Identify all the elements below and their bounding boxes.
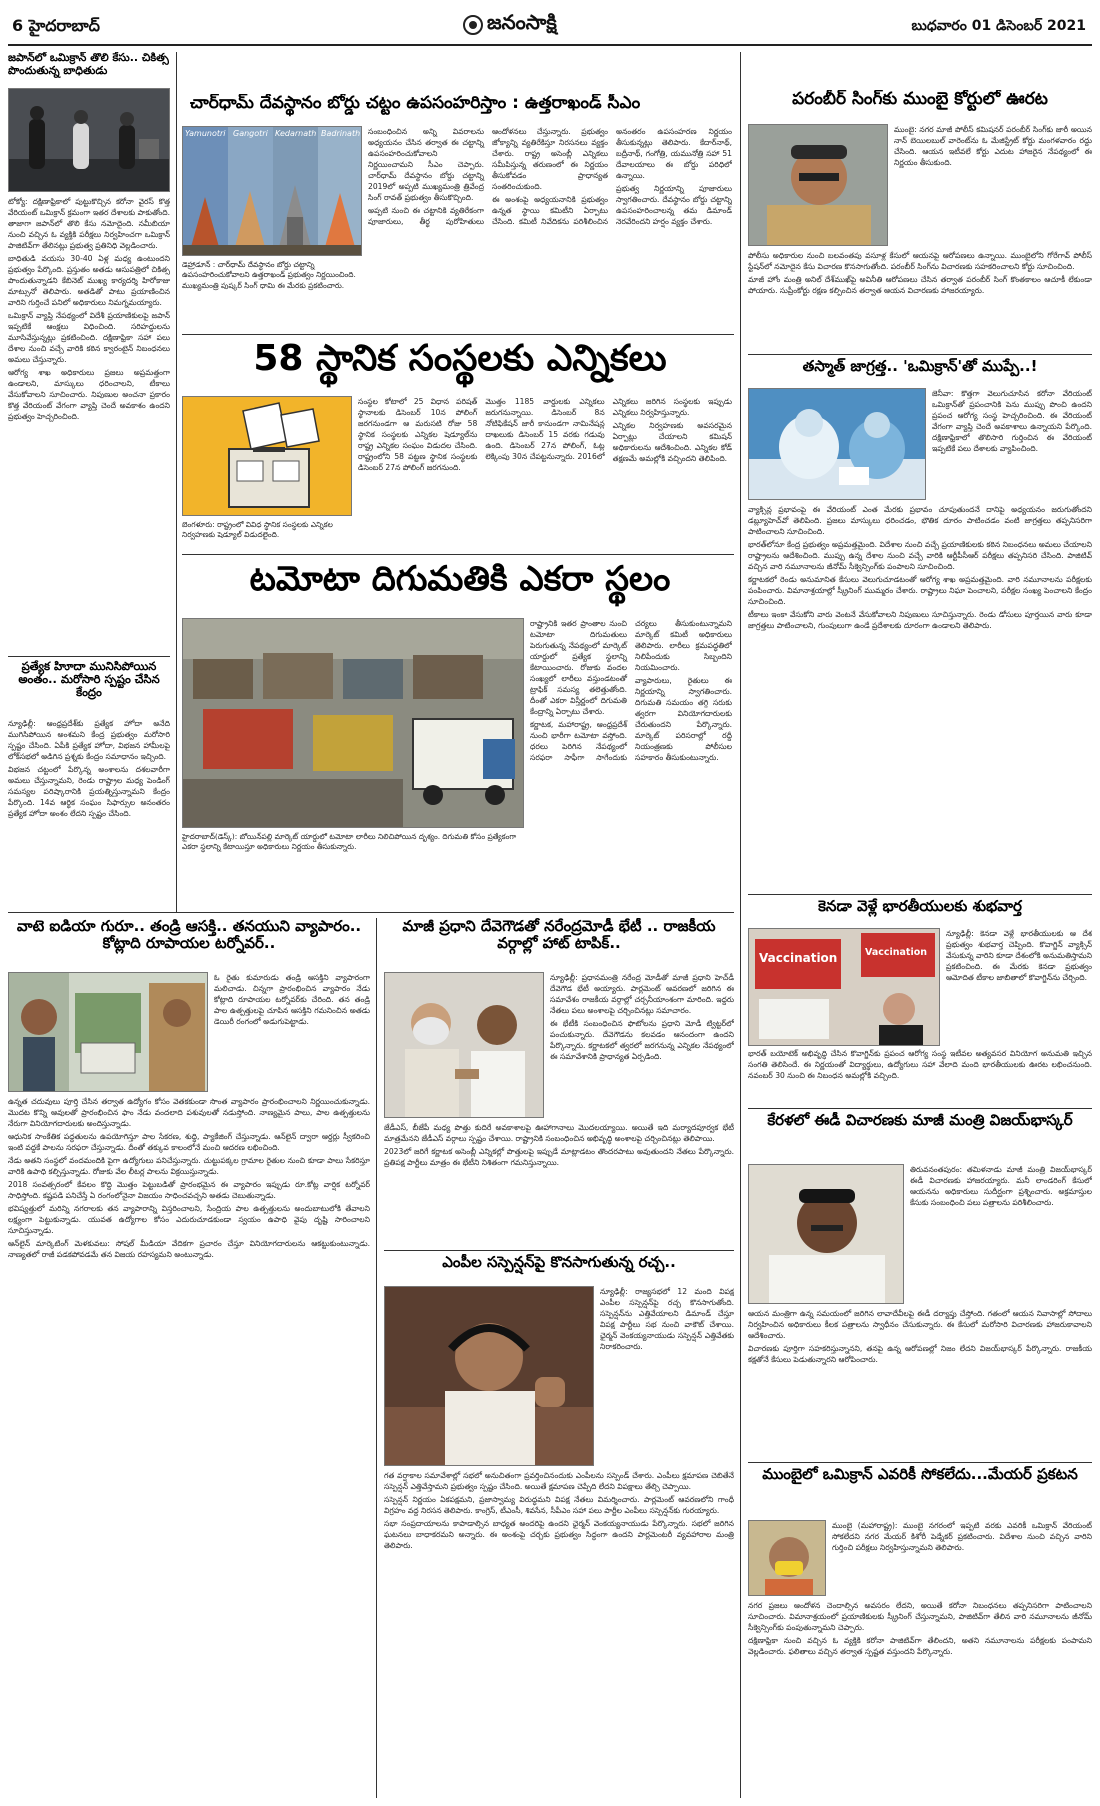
paragraph: అప్పటి నుంచి ఈ చట్టానికి వ్యతిరేకంగా పూజారులు, తీర్థ పురోహితులు ఆందోళనలు చేస్తున్నారు. ప్రభుత్వం జోక్యాన్ని వ్యతిరేకిస్తూ నిరసనలు వ్యక్తం చేశారు. రాష్ట్ర అసెంబ్లీ ఎన్నికలు సమీపిస్తున్న తరుణంలో ఈ నిర్ణయం తీసుకోవడం ప్రాధాన్యత సంతరించుకుంది.: [368, 127, 608, 226]
divider: [748, 1108, 1092, 1109]
canada-headline-box: [748, 898, 1092, 924]
mumbai-omicron-headline-box: [748, 1466, 1092, 1514]
special-status-body: [8, 718, 170, 906]
special-status-headline-box: [8, 660, 170, 714]
paragraph: ఆరోగ్య శాఖ అధికారులు ప్రజలు అప్రమత్తంగా ఉండాలని, మాస్కులు ధరించాలని, టీకాలు వేసుకోవాలని సూచించారు. నిపుణుల అంచనా ప్రకారం కొత్త వేరియంట్ వేగంగా వ్యాప్తి చెందే అవకాశం ఉందని ప్రభుత్వం హెచ్చరించింది.: [8, 368, 170, 421]
paragraph: టీకాలు ఇంకా వేసుకోని వారు వెంటనే వేసుకోవాలని నిపుణులు సూచిస్తున్నారు. రెండు డోసులు పూర్తయిన వారు కూడా జాగ్రత్తలు పాటించాలని, గుంపులుగా ఉండే ప్రదేశాలకు దూరంగా ఉండాలని తెలిపారు.: [748, 610, 1092, 630]
mumbai-omicron-body: [748, 1600, 1092, 1798]
page-label: 6 హైదరాబాద్: [12, 16, 100, 35]
divider: [8, 912, 734, 913]
masthead: [8, 6, 1092, 46]
paragraph: 2023లో జరిగే కర్ణాటక అసెంబ్లీ ఎన్నికల్లో పొత్తులపై ఇప్పుడే మాట్లాడటం తొందరపాటు అవుతుందని నేతలు పేర్కొన్నారు. ప్రతిపక్ష పార్టీలు మాత్రం ఈ భేటీని నిశితంగా గమనిస్తున్నాయి.: [384, 1147, 734, 1167]
elections-caption: బెంగళూరు: రాష్ట్రంలో వివిధ స్థానిక సంస్థలకు ఎన్నికల నిర్వహణకు షెడ్యూల్ విడుదలైంది.: [182, 520, 333, 540]
paragraph: ఆన్‌లైన్ మార్కెటింగ్ మెళకువలు: సోషల్ మీడియా వేదికగా ప్రచారం చేస్తూ వినియోగదారులను ఆకట్టుకుంటున్నాడు. నాణ్యతలో రాజీ పడకపోవడమే తన విజయ రహస్యమని అంటున్నాడు.: [8, 1239, 370, 1259]
param-headline-box: [748, 90, 1092, 116]
param-body-top: [894, 124, 1092, 246]
divider: [8, 656, 170, 657]
paragraph: న్యూఢిల్లీ: రాజ్యసభలో 12 మంది విపక్ష ఎంపీల సస్పెన్షన్‌పై రచ్చ కొనసాగుతోంది. సస్పెన్షన్‌ను ఎత్తివేయాలని డిమాండ్ చేస్తూ విపక్ష పార్టీలు సభ నుంచి వాకౌట్ చేశాయి. ఛైర్మన్ వెంకయ్యనాయుడు సస్పెన్షన్ ఎత్తివేతకు నిరాకరించారు.: [600, 1287, 734, 1351]
paragraph: భవిష్యత్తులో మరిన్ని నగరాలకు తన వ్యాపారాన్ని విస్తరించాలని, సేంద్రియ పాల ఉత్పత్తులను అందుబాటులోకి తేవాలని లక్ష్యంగా పెట్టుకున్నాడు. యువత ఉద్యోగాల కోసం ఎదురుచూడకుండా స్వయం ఉపాధి వైపు దృష్టి సారించాలని సూచిస్తున్నాడు.: [8, 1204, 370, 1235]
column-rule: [176, 52, 177, 912]
photo-label: Kedarnath: [275, 129, 317, 138]
ed-body: [748, 1308, 1092, 1380]
elections-headline-box: [190, 338, 730, 392]
paragraph: కర్ణాటక, మహారాష్ట్ర, ఆంధ్రప్రదేశ్ నుంచి భారీగా టమోటా వస్తోంది. ధరలు పెరిగిన నేపథ్యంలో సరఫరా సాఫీగా సాగేందుకు చర్యలు తీసుకుంటున్నామని మార్కెట్ కమిటీ అధికారులు తెలిపారు. లారీలు క్రమపద్ధతిలో నిలిపేందుకు సిబ్బందిని నియమించారు.: [530, 619, 732, 762]
param-headline: పరంబీర్ సింగ్‌కు ముంబై కోర్టులో ఊరట: [792, 90, 1048, 109]
omicron-alert-headline: తస్మాత్ జాగ్రత్త.. 'ఒమిక్రాన్'తో ముప్పే..!: [802, 358, 1038, 375]
japan-body: [8, 196, 170, 652]
ballot-photo: [182, 396, 352, 516]
japan-headline: జపాన్‌లో ఒమిక్రాన్ తొలి కేసు.. చికిత్స పొందుతున్న బాధితుడు: [8, 52, 169, 77]
paragraph: ఓ రైతు కుమారుడు తండ్రి ఆసక్తిని వ్యాపారంగా మలిచాడు. చిన్నగా ప్రారంభించిన వ్యాపారం నేడు కోట్లాది రూపాయల టర్నోవర్‌కు చేరింది. తన తండ్రి పాల ఉత్పత్తులపై చూపిన ఆసక్తిని గమనించిన అతడు డెయిరీ రంగంలో అడుగుపెట్టాడు.: [214, 973, 370, 1026]
edition-date: బుధవారం 01 డిసెంబర్ 2021: [911, 18, 1086, 34]
paragraph: గత వర్షాకాల సమావేశాల్లో సభలో అనుచితంగా ప్రవర్తించినందుకు ఎంపీలను సస్పెండ్ చేశారు. ఎంపీలు క్షమాపణ చెబితేనే సస్పెన్షన్ ఎత్తివేస్తామని ప్రభుత్వం స్పష్టం చేసింది. అయితే క్షమాపణ చెప్పేది లేదని విపక్షాలు తేల్చి చెప్పాయి.: [384, 1471, 734, 1491]
column-rule: [740, 52, 741, 1798]
paragraph: ఆధునిక సాంకేతిక పద్ధతులను ఉపయోగిస్తూ పాల సేకరణ, శుద్ధి, ప్యాకేజింగ్ చేస్తున్నాడు. ఆన్‌లైన్ ద్వారా ఆర్డర్లు స్వీకరించి ఇంటి వద్దకే పాలను సరఫరా చేస్తున్నాడు. దీంతో తక్కువ కాలంలోనే మంచి ఆదరణ లభించింది.: [8, 1132, 370, 1152]
canada-body: [748, 1048, 1092, 1102]
paragraph: ముంబై (మహారాష్ట్ర): ముంబై నగరంలో ఇప్పటి వరకు ఎవరికీ ఒమిక్రాన్ వేరియంట్ సోకలేదని నగర మేయర్ కిశోరీ పెడ్నేకర్ ప్రకటించారు. విదేశాల నుంచి వచ్చిన వారిని గుర్తించి పరీక్షలు నిర్వహిస్తున్నామని తెలిపారు.: [832, 1521, 1092, 1552]
modi-headline: మాజీ ప్రధాని దేవెగౌడతో నరేంద్రమోడీ భేటీ .. రాజకీయ వర్గాల్లో హాట్ టాపిక్..: [402, 918, 716, 953]
omicron-alert-body: [748, 504, 1092, 816]
modi-devegowda-photo: [384, 972, 544, 1118]
dairy-body-top: [214, 972, 370, 1092]
elections-headline: 58 స్థానిక సంస్థలకు ఎన్నికలు: [253, 338, 667, 379]
paragraph: ఈ అంశంపై అధ్యయనానికి ప్రభుత్వం ఉన్నత స్థాయి కమిటీని ఏర్పాటు చేసింది. కమిటీ నివేదికను పరిశీలించిన అనంతరం ఉపసంహరణ నిర్ణయం తీసుకున్నట్లు తెలిపారు. కేదార్‌నాథ్, బద్రీనాథ్, గంగోత్రి, యమునోత్రి సహా 51 దేవాలయాలు ఈ బోర్డు పరిధిలో ఉన్నాయి.: [492, 127, 732, 226]
paragraph: సంబంధించిన అన్ని వివరాలను అధ్యయనం చేసిన తర్వాత ఈ చట్టాన్ని ఉపసంహరించుకోవాలని నిర్ణయించామని సీఎం చెప్పారు. చార్‌ధామ్ దేవస్థానం బోర్డు చట్టాన్ని 2019లో అప్పటి ముఖ్యమంత్రి త్రివేంద్ర సింగ్ రావత్ ప్రభుత్వం తీసుకొచ్చింది.: [368, 127, 484, 202]
paragraph: నగర ప్రజలు ఆందోళన చెందాల్సిన అవసరం లేదని, అయితే కరోనా నిబంధనలు తప్పనిసరిగా పాటించాలని సూచించారు. విమానాశ్రయంలో ప్రయాణికులకు స్క్రీనింగ్ చేస్తున్నామని, పాజిటివ్‌గా తేలిన వారి నమూనాలను జీనోమ్ సీక్వెన్సింగ్‌కు పంపుతున్నామని చెప్పారు.: [748, 1601, 1092, 1632]
mumbai-omicron-body-top: [832, 1520, 1092, 1596]
omicron-alert-body-top: [932, 388, 1092, 500]
paragraph: మాజీ హోం మంత్రి అనిల్ దేశ్‌ముఖ్‌పై అవినీతి ఆరోపణలు చేసిన తర్వాత పరంబీర్ సింగ్ కొంతకాలం ఆచూకీ లేకుండా పోయారు. సుప్రీంకోర్టు రక్షణ కల్పించిన తర్వాత ఆయన విచారణకు హాజరయ్యారు.: [748, 275, 1092, 295]
dairy-headline-box: [8, 918, 370, 968]
column-rule: [376, 918, 377, 1798]
paragraph: తిరువనంతపురం: తమిళనాడు మాజీ మంత్రి విజయ్‌భాస్కర్ ఈడీ విచారణకు హాజరయ్యారు. మనీ లాండరింగ్ కేసులో ఆయనను అధికారులు సుదీర్ఘంగా ప్రశ్నించారు. అక్రమాస్తుల కేసుకు సంబంధించి పలు పత్రాలను పరిశీలించారు.: [910, 1165, 1092, 1207]
canada-headline: కెనడా వెళ్లే భారతీయులకు శుభవార్త: [818, 898, 1022, 915]
mps-body: [384, 1470, 734, 1798]
paragraph: భారత్ బయోటెక్ అభివృద్ధి చేసిన కొవాగ్జిన్‌కు ప్రపంచ ఆరోగ్య సంస్థ ఇటీవల అత్యవసర వినియోగ అనుమతి ఇచ్చిన సంగతి తెలిసిందే. ఈ నిర్ణయంతో విద్యార్థులు, ఉద్యోగులు సహా వేలాది మంది భారతీయులకు ఊరట లభించనుంది. నవంబర్ 30 నుంచి ఈ నిబంధన అమల్లోకి వచ్చింది.: [748, 1049, 1092, 1080]
divider: [748, 354, 1092, 355]
chardham-caption: డెహ్రాడూన్ : చార్‌ధామ్ దేవస్థానం బోర్డు చట్టాన్ని ఉపసంహరించుకోవాలని ఉత్తరాఖండ్ ప్రభుత్వం నిర్ణయించింది. ముఖ్యమంత్రి పుష్కర్ సింగ్ ధామి ఈ మేరకు ప్రకటించారు.: [182, 260, 356, 290]
mumbai-omicron-headline: ముంబైలో ఒమిక్రాన్ ఎవరికీ సోకలేదు...మేయర్ ప్రకటన: [762, 1466, 1078, 1483]
minister-photo: [748, 1164, 904, 1304]
mps-headline-box: [384, 1254, 734, 1282]
lab-photo: [748, 388, 926, 500]
paragraph: వ్యాపారులు, రైతులు ఈ నిర్ణయాన్ని స్వాగతించారు. దిగుమతి సమయం తగ్గి సరుకు త్వరగా వినియోగదారులకు చేరుతుందని పేర్కొన్నారు. మార్కెట్ పరిసరాల్లో రద్దీ నియంత్రణకు పోలీసుల సహకారం తీసుకుంటున్నారు.: [635, 676, 732, 762]
divider: [748, 1462, 1092, 1463]
paragraph: ఎన్నికల నిర్వహణకు అవసరమైన ఏర్పాట్లు చేయాలని కమిషన్ అధికారులను ఆదేశించింది. ఎన్నికల కోడ్ తక్షణమే అమల్లోకి వచ్చిందని తెలిపింది.: [612, 421, 732, 463]
canada-body-top: [946, 928, 1092, 1046]
paragraph: 2018 సంవత్సరంలో కేవలం కొద్ది మొత్తం పెట్టుబడితో ప్రారంభమైన ఈ వ్యాపారం ఇప్పుడు రూ.కోట్ల వార్షిక టర్నోవర్ సాధిస్తోంది. కష్టపడి పనిచేస్తే ఏ రంగంలోనైనా విజయం సాధించవచ్చని అతడు చెబుతున్నాడు.: [8, 1180, 370, 1200]
paragraph: టోక్యో: దక్షిణాఫ్రికాలో పుట్టుకొచ్చిన కరోనా వైరస్‌ కొత్త వేరియంట్‌ ఒమిక్రాన్ క్రమంగా ఇతర దేశాలకు పాకుతోంది. తాజాగా జపాన్‌లో తొలి కేసు నమోదైంది. నమీబియా నుంచి వచ్చిన ఓ వ్యక్తికి పరీక్షలు నిర్వహించగా ఒమిక్రాన్ పాజిటివ్‌గా తేలినట్లు ప్రభుత్వ ప్రతినిధి వెల్లడించారు.: [8, 197, 170, 250]
special-status-headline: ప్రత్యేక హిూదా మునిసిపోయిన అంతం.. మరోసారి స్పష్టం చేసిన కేంద్రం: [18, 660, 160, 700]
paragraph: ఈ భేటీకి సంబంధించిన ఫొటోలను ప్రధాని మోడీ ట్విట్టర్‌లో పంచుకున్నారు. దేవెగౌడను కలవడం ఆనందంగా ఉందని పేర్కొన్నారు. కర్ణాటకలో త్వరలో జరగనున్న ఎన్నికల నేపథ్యంలో ఈ సమావేశానికి ప్రాధాన్యత ఏర్పడింది.: [550, 1019, 734, 1061]
paragraph: పోలీసు అధికారుల నుంచి బలవంతపు వసూళ్ల కేసులో ఆయనపై ఆరోపణలు ఉన్నాయి. ముంబైలోని గోరేగావ్ పోలీస్ స్టేషన్‌లో నమోదైన కేసు విచారణ కొనసాగుతోంది. పరంబీర్ సింగ్‌ను విచారణకు సహకరించాలని కోర్టు సూచించింది.: [748, 251, 1092, 271]
tomato-caption: హైదరాబాద్(డెస్క్): బోయిన్‌పల్లి మార్కెట్ యార్డులో టమోటా లారీలు నిలిచిపోయిన దృశ్యం. దిగుమతి కోసం ప్రత్యేకంగా ఎకరా స్థలాన్ని కేటాయిస్తూ అధికారులు నిర్ణయం తీసుకున్నారు.: [182, 832, 517, 852]
venkaiah-photo: [384, 1286, 594, 1466]
tomato-trucks-photo: [182, 618, 524, 828]
paragraph: ఆయన మంత్రిగా ఉన్న సమయంలో జరిగిన లావాదేవీలపై ఈడీ దర్యాప్తు చేస్తోంది. గతంలో ఆయన నివాసాల్లో సోదాలు నిర్వహించిన అధికారులు కీలక పత్రాలను స్వాధీనం చేసుకున్నారు. ఈ కేసులో మరోసారి విచారణకు హాజరుకావాలని ఆదేశించారు.: [748, 1309, 1092, 1340]
chardham-photo: [182, 126, 362, 256]
elections-body: [358, 396, 732, 550]
logo-icon: [463, 15, 483, 35]
paragraph: సస్పెన్షన్ నిర్ణయం ఏకపక్షమని, ప్రజాస్వామ్య విరుద్ధమని విపక్ష నేతలు విమర్శించారు. పార్లమెంట్ ఆవరణలోని గాంధీ విగ్రహం వద్ద నిరసన తెలిపారు. కాంగ్రెస్, టీఎంసీ, శివసేన, సీపీఎం సహా పలు పార్టీల ఎంపీలు సస్పెన్షన్‌కు గురయ్యారు.: [384, 1495, 734, 1515]
paragraph: విచారణకు పూర్తిగా సహకరిస్తున్నానని, తనపై ఉన్న ఆరోపణల్లో నిజం లేదని విజయ్‌భాస్కర్ పేర్కొన్నారు. రాజకీయ కక్షతోనే కేసులు పెడుతున్నారని ఆరోపించారు.: [748, 1344, 1092, 1364]
paragraph: ఒమిక్రాన్ వ్యాప్తి నేపథ్యంలో విదేశీ ప్రయాణికులపై జపాన్ ఇప్పటికే ఆంక్షలు విధించింది. సరిహద్దులను మూసివేస్తున్నట్లు ప్రకటించింది. దక్షిణాఫ్రికా సహా పలు దేశాల నుంచి వచ్చే వారికి కఠిన క్వారంటైన్ నిబంధనలు అమలు చేస్తున్నారు.: [8, 311, 170, 364]
paragraph: ఉన్నత చదువులు పూర్తి చేసిన తర్వాత ఉద్యోగం కోసం వెతకకుండా సొంత వ్యాపారం ప్రారంభించాలని నిర్ణయించుకున్నాడు. మొదట కొన్ని ఆవులతో ప్రారంభించిన ఫాం నేడు వందలాది పశువులతో నడుస్తోంది. నాణ్యమైన పాలు, పాల ఉత్పత్తులను నేరుగా వినియోగదారులకు అందిస్తున్నాడు.: [8, 1097, 370, 1128]
paragraph: దక్షిణాఫ్రికా నుంచి వచ్చిన ఓ వ్యక్తికి కరోనా పాజిటివ్‌గా తేలిందని, అతని నమూనాలను పరీక్షలకు పంపామని వెల్లడించారు. ఫలితాలు వచ్చిన తర్వాత స్పష్టత వస్తుందని పేర్కొన్నారు.: [748, 1636, 1092, 1656]
omicron-alert-headline-box: [748, 358, 1092, 384]
photo-label: Badrinath: [321, 129, 361, 138]
divider: [182, 554, 734, 555]
paragraph: ప్రభుత్వ నిర్ణయాన్ని పూజారులు స్వాగతించారు. దేవస్థానం బోర్డు చట్టాన్ని ఉపసంహరించాలన్న తమ డిమాండ్ నెరవేరిందని హర్షం వ్యక్తం చేశారు.: [616, 184, 732, 226]
paragraph: నేడు అతని సంస్థలో వందమందికి పైగా ఉద్యోగులు పనిచేస్తున్నారు. చుట్టుపక్కల గ్రామాల రైతుల నుంచి కూడా పాలు సేకరిస్తూ వారికి ఉపాధి కల్పిస్తున్నాడు. రోజుకు వేల లీటర్ల పాలను విక్రయిస్తున్నాడు.: [8, 1156, 370, 1176]
mps-headline: ఎంపీల సస్పెన్షన్‌పై కొనసాగుతున్న రచ్చ..: [442, 1254, 676, 1271]
param-photo: [748, 124, 888, 246]
mayor-photo: [748, 1520, 826, 1596]
param-body: [748, 250, 1092, 350]
modi-headline-box: [384, 918, 734, 968]
tomato-body: [530, 618, 732, 906]
photo-label: Vaccination: [865, 947, 928, 958]
paragraph: మొత్తం 1185 వార్డులకు ఎన్నికలు జరుగనున్నాయి. డిసెంబర్ 8న నోటిఫికేషన్ జారీ కానుండగా నామినేషన్ల దాఖలుకు డిసెంబర్ 15 వరకు గడువు ఉంది. డిసెంబర్ 27న పోలింగ్, ఓట్ల లెక్కింపు 30న చేపట్టనున్నారు. 2016లో ఎన్నికలు జరిగిన సంస్థలకు ఇప్పుడు ఎన్నికలు నిర్వహిస్తున్నారు.: [485, 397, 732, 461]
ed-headline-box: [748, 1112, 1092, 1160]
paragraph: భారత్‌లోనూ కేంద్ర ప్రభుత్వం అప్రమత్తమైంది. విదేశాల నుంచి వచ్చే ప్రయాణికులకు కఠిన నిబంధనలు అమలు చేయాలని రాష్ట్రాలను ఆదేశించింది. ముప్పు ఉన్న దేశాల నుంచి వచ్చే వారికి ఆర్టీపీసీఆర్ పరీక్షలు తప్పనిసరి చేసింది. పాజిటివ్ వచ్చిన వారి నమూనాలను జీనోమ్ సీక్వెన్సింగ్‌కు పంపాలని సూచించింది.: [748, 540, 1092, 571]
photo-label: Yamunotri: [185, 129, 226, 138]
paragraph: జెనీవా: కొత్తగా వెలుగుచూసిన కరోనా వేరియంట్ ఒమిక్రాన్‌తో ప్రపంచానికి పెను ముప్పు పొంచి ఉందని ప్రపంచ ఆరోగ్య సంస్థ హెచ్చరించింది. ఈ వేరియంట్ వేగంగా వ్యాప్తి చెందే అవకాశాలు ఉన్నాయని పేర్కొంది. దక్షిణాఫ్రికాలో తొలిసారి గుర్తించిన ఈ వేరియంట్ ఇప్పటికే పలు దేశాలకు వ్యాపించింది.: [932, 389, 1092, 453]
paragraph: న్యూఢిల్లీ: కెనడా వెళ్లే భారతీయులకు ఆ దేశ ప్రభుత్వం శుభవార్త చెప్పింది. కొవాగ్జిన్ వ్యాక్సిన్ వేసుకున్న వారిని కూడా దేశంలోకి అనుమతిస్తామని ప్రకటించింది. ఈ మేరకు కెనడా ప్రభుత్వం ఆమోదిత టీకాల జాబితాలో కొవాగ్జిన్‌ను చేర్చింది.: [946, 929, 1092, 982]
divider: [384, 1250, 734, 1251]
mps-body-top: [600, 1286, 734, 1466]
paragraph: న్యూఢిల్లీ: ప్రధానమంత్రి నరేంద్ర మోడీతో మాజీ ప్రధాని హెచ్‌డీ దేవెగౌడ భేటీ అయ్యారు. పార్లమెంట్ ఆవరణలో జరిగిన ఈ సమావేశం రాజకీయ వర్గాల్లో చర్చనీయాంశంగా మారింది. ఇద్దరు నేతలు పలు అంశాలపై చర్చించినట్లు సమాచారం.: [550, 973, 734, 1015]
paragraph: బాధితుడి వయసు 30-40 ఏళ్ల మధ్య ఉంటుందని ప్రభుత్వం పేర్కొంది. ప్రస్తుతం అతడు ఆసుపత్రిలో చికిత్స పొందుతున్నాడని కేబినెట్ ముఖ్య కార్యదర్శి హిరోకాజు మాట్సునో తెలిపారు. అతడితో పాటు ప్రయాణించిన వారిని గుర్తించే పనిలో అధికారులు నిమగ్నమయ్యారు.: [8, 254, 170, 307]
paragraph: సభా సంప్రదాయాలను కాపాడాల్సిన బాధ్యత అందరిపై ఉందని ఛైర్మన్ వెంకయ్యనాయుడు పేర్కొన్నారు. సభలో జరిగిన ఘటనలు బాధాకరమని అన్నారు. ఈ అంశంపై చర్చకు ప్రభుత్వం సిద్ధంగా ఉందని పార్లమెంటరీ వ్యవహారాల మంత్రి తెలిపారు.: [384, 1519, 734, 1550]
vaccination-photo: [748, 928, 940, 1046]
japan-headline-box: [8, 52, 170, 86]
modi-body-top: [550, 972, 734, 1118]
photo-label: Vaccination: [759, 951, 838, 965]
ed-body-top: [910, 1164, 1092, 1304]
paragraph: రాష్ట్రానికి ఇతర ప్రాంతాల నుంచి టమోటా దిగుమతులు పెరుగుతున్న నేపథ్యంలో మార్కెట్ యార్డులో ప్రత్యేక స్థలాన్ని కేటాయించారు. రోజుకు వందల సంఖ్యలో లారీలు వస్తుండటంతో ట్రాఫిక్ సమస్య తలెత్తుతోంది. దీంతో ఎకరా విస్తీర్ణంలో దిగుమతి కేంద్రాన్ని ఏర్పాటు చేశారు.: [530, 619, 627, 716]
tomato-headline-box: [190, 560, 730, 612]
photo-label: Gangotri: [233, 129, 268, 138]
paragraph: వ్యాక్సిన్ల ప్రభావంపై ఈ వేరియంట్ ఎంత మేరకు ప్రభావం చూపుతుందనే దానిపై అధ్యయనం జరుగుతోందని డబ్ల్యూహెచ్‌వో తెలిపింది. ప్రజలు మాస్కులు ధరించడం, భౌతిక దూరం పాటించడం వంటి జాగ్రత్తలు తప్పనిసరిగా పాటించాలని సూచించింది.: [748, 505, 1092, 536]
chardham-body: [368, 126, 732, 330]
tomato-headline: టమోటా దిగుమతికి ఎకరా స్థలం: [249, 560, 671, 599]
chardham-headline: చార్‌ధామ్ దేవస్థానం బోర్డు చట్టం ఉపసంహరిస్తాం : ఉత్తరాఖండ్ సీఎం: [190, 94, 641, 113]
divider: [748, 894, 1092, 895]
dairy-photo: [8, 972, 208, 1092]
paragraph: కర్ణాటకలో రెండు అనుమానిత కేసులు వెలుగుచూడటంతో ఆరోగ్య శాఖ అప్రమత్తమైంది. వారి నమూనాలను పరీక్షలకు పంపించారు. విమానాశ్రయాల్లో స్క్రీనింగ్ ముమ్మరం చేశారు. రాష్ట్రాలు నిఘా పెంచాలని, పరీక్షల సంఖ్య పెంచాలని కేంద్రం సూచించింది.: [748, 575, 1092, 606]
paragraph: జేడీఎస్, బీజేపీ మధ్య పొత్తు కుదిరే అవకాశాలపై ఊహాగానాలు మొదలయ్యాయి. అయితే ఇది మర్యాదపూర్వక భేటీ మాత్రమేనని జేడీఎస్ వర్గాలు స్పష్టం చేశాయి. రాష్ట్రానికి సంబంధించిన అభివృద్ధి అంశాలపై చర్చించినట్లు తెలిపాయి.: [384, 1123, 734, 1143]
chardham-headline-box: [190, 94, 730, 120]
dairy-headline: వాటె ఐడియా గురూ.. తండ్రి ఆసక్తి.. తనయుని వ్యాపారం.. కోట్లాది రూపాయల టర్నోవర్..: [16, 918, 362, 953]
newspaper-logo: [463, 10, 557, 39]
modi-body: [384, 1122, 734, 1216]
paragraph: ముంబై: నగర మాజీ పోలీస్ కమిషనర్ పరంబీర్ సింగ్‌కు జారీ అయిన నాన్ బెయిలబుల్ వారెంట్‌ను ఓ మేజిస్ట్రేట్ కోర్టు మంగళవారం రద్దు చేసింది. ఆయన ఇటీవలే కోర్టు ఎదుట హాజరైన నేపథ్యంలో ఈ నిర్ణయం తీసుకుంది.: [894, 125, 1092, 167]
japan-photo: [8, 88, 170, 192]
dairy-body: [8, 1096, 370, 1798]
paragraph: సంస్థల కోటాలో 25 విధాన పరిషత్ స్థానాలకు డిసెంబర్ 10న పోలింగ్ జరగనుండగా ఆ మరుసటి రోజు 58 స్థానిక సంస్థలకు ఎన్నికల షెడ్యూల్‌ను రాష్ట్ర ఎన్నికల సంఘం విడుదల చేసింది. రాష్ట్రంలోని 58 పట్టణ స్థానిక సంస్థలకు డిసెంబర్ 27న పోలింగ్ జరగనుంది.: [358, 397, 478, 472]
ed-headline: కేరళలో ఈడీ విచారణకు మాజీ మంత్రి విజయ్‌భాస్కర్: [767, 1112, 1073, 1129]
divider: [182, 334, 734, 335]
logo-text: జనంసాక్షి: [487, 10, 557, 34]
paragraph: విభజన చట్టంలో పేర్కొన్న అంశాలను దశలవారీగా అమలు చేస్తున్నామని, రెండు రాష్ట్రాల మధ్య పెండింగ్ సమస్యల పరిష్కారానికి ప్రయత్నిస్తున్నామని కేంద్రం పేర్కొంది. 14వ ఆర్థిక సంఘం సిఫార్సుల అనంతరం ప్రత్యేక హోదా అంశం లేదని స్పష్టం చేసింది.: [8, 765, 170, 818]
paragraph: న్యూఢిల్లీ: ఆంధ్రప్రదేశ్‌కు ప్రత్యేక హోదా అనేది ముగిసిపోయిన అంశమని కేంద్ర ప్రభుత్వం మరోసారి స్పష్టం చేసింది. ఏపీకి ప్రత్యేక హోదా, విభజన హామీలపై లోక్‌సభలో అడిగిన ప్రశ్నకు కేంద్రం సమాధానం ఇచ్చింది.: [8, 719, 170, 761]
